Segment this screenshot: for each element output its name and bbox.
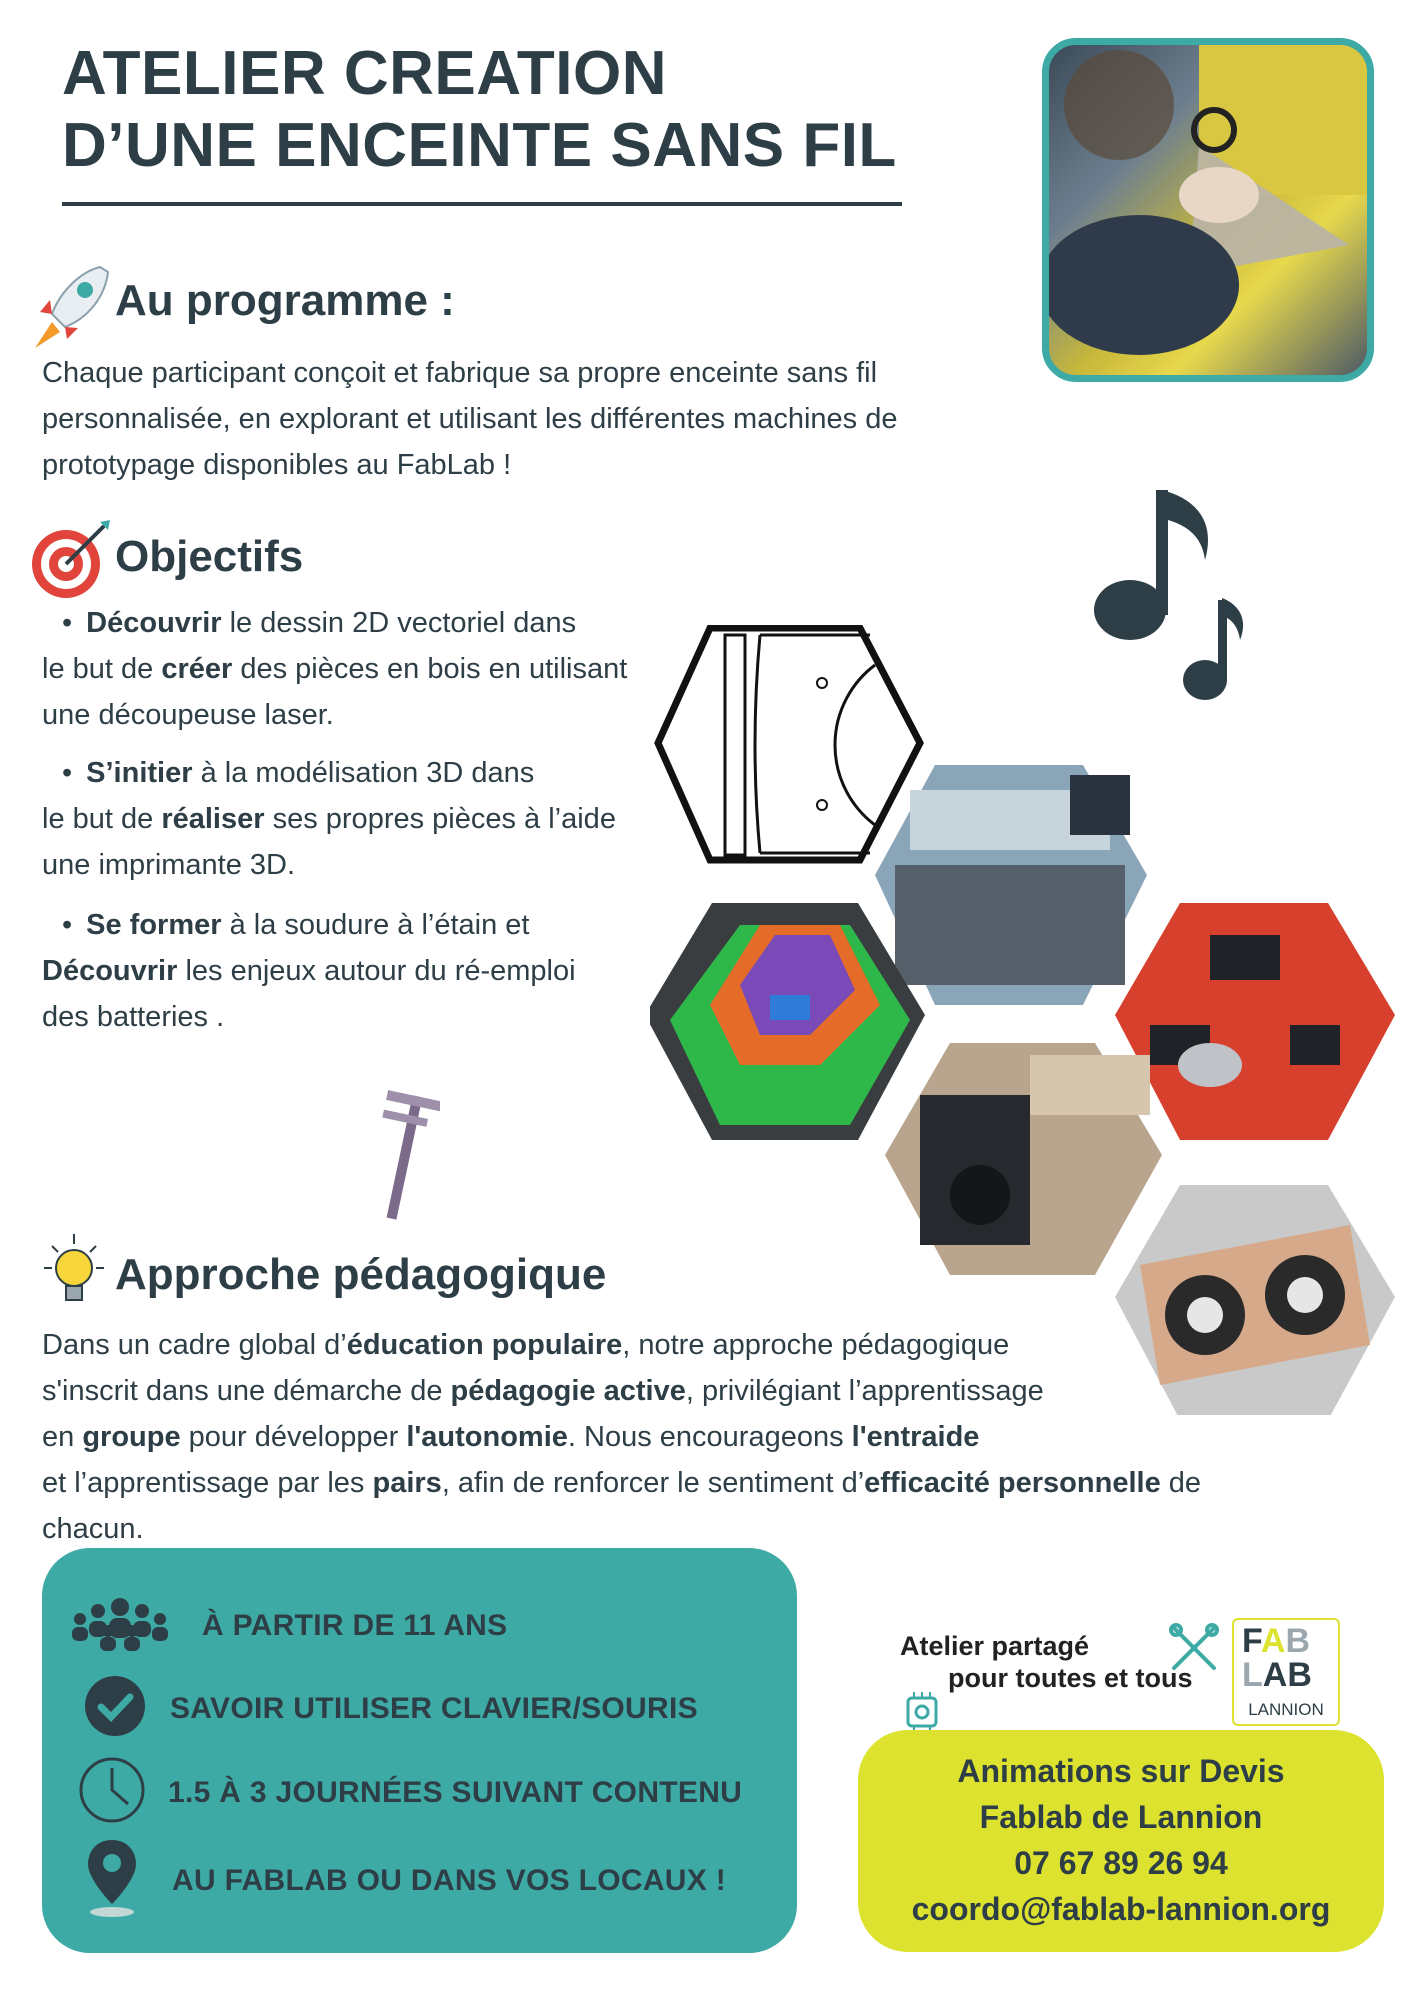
objective-item-1: • Découvrir le dessin 2D vectoriel dans <box>42 600 627 646</box>
people-icon <box>72 1593 172 1658</box>
objectifs-heading: Objectifs <box>115 532 304 581</box>
info-duration: 1.5 À 3 JOURNÉES SUIVANT CONTENU <box>78 1756 742 1829</box>
target-icon <box>30 518 112 600</box>
check-icon <box>84 1675 146 1742</box>
page-title <box>62 38 897 182</box>
workshop-photo <box>1042 38 1374 382</box>
approche-text: Dans un cadre global d’éducation populaire, notre approche pédagogique s'inscrit dans une démarche de pédagogie active, privilégiant l’apprentissage en groupe pour développer l'autonomie. Nous encourageons l'entraide et l’apprentissage par les pairs, afin de renforcer le sentiment d’efficacité personnelle de chacun. <box>42 1329 1202 1545</box>
shared-workshop-text: Atelier partagé pour toutes et tous <box>900 1631 1193 1693</box>
caliper-icon <box>370 1085 440 1225</box>
approche-heading: Approche pédagogique <box>115 1250 607 1299</box>
info-place: AU FABLAB OU DANS VOS LOCAUX ! <box>84 1838 726 1923</box>
title-divider <box>62 202 902 206</box>
title-line-1: ATELIER CREATION <box>62 39 668 108</box>
objective-item-3: • Se former à la soudure à l’étain et <box>42 902 627 948</box>
rocket-icon <box>30 262 110 352</box>
circuit-icon <box>900 1690 944 1734</box>
objectives-list: • Découvrir le dessin 2D vectoriel dans le but de créer des pièces en bois en utilisant une découpeuse laser. • S’initier à la modélisation 3D dans le but de réaliser ses propres pièces à l’aide une imprimante 3D. • Se former à la soudure à l’étain et Découvrir les enjeux autour du ré-emploi des batteries . <box>42 600 627 1040</box>
programme-heading: Au programme : <box>115 276 455 325</box>
lightbulb-icon <box>34 1230 114 1314</box>
fablab-logo: FAB LAB LANNION <box>1232 1618 1340 1726</box>
title-line-2: D’UNE ENCEINTE SANS FIL <box>62 111 897 180</box>
clock-icon <box>78 1756 146 1829</box>
programme-text: Chaque participant conçoit et fabrique sa propre enceinte sans fil personnalisée, en explorant et utilisant les différentes machines de prototypage disponibles au FabLab ! <box>42 357 898 481</box>
contact-phone[interactable]: 07 67 89 26 94 <box>1014 1845 1228 1881</box>
info-skill: SAVOIR UTILISER CLAVIER/SOURIS <box>84 1675 698 1742</box>
contact-box <box>858 1730 1384 1952</box>
contact-line-1: Animations sur Devis <box>957 1753 1285 1789</box>
contact-line-2: Fablab de Lannion <box>979 1799 1263 1835</box>
hexagon-collage <box>650 625 1410 1415</box>
contact-email[interactable]: coordo@fablab-lannion.org <box>911 1891 1331 1927</box>
objective-item-2: • S’initier à la modélisation 3D dans <box>42 750 627 796</box>
tools-icon <box>1168 1622 1220 1674</box>
info-box <box>42 1548 797 1953</box>
info-age: À PARTIR DE 11 ANS <box>72 1593 507 1658</box>
location-pin-icon <box>84 1838 140 1923</box>
